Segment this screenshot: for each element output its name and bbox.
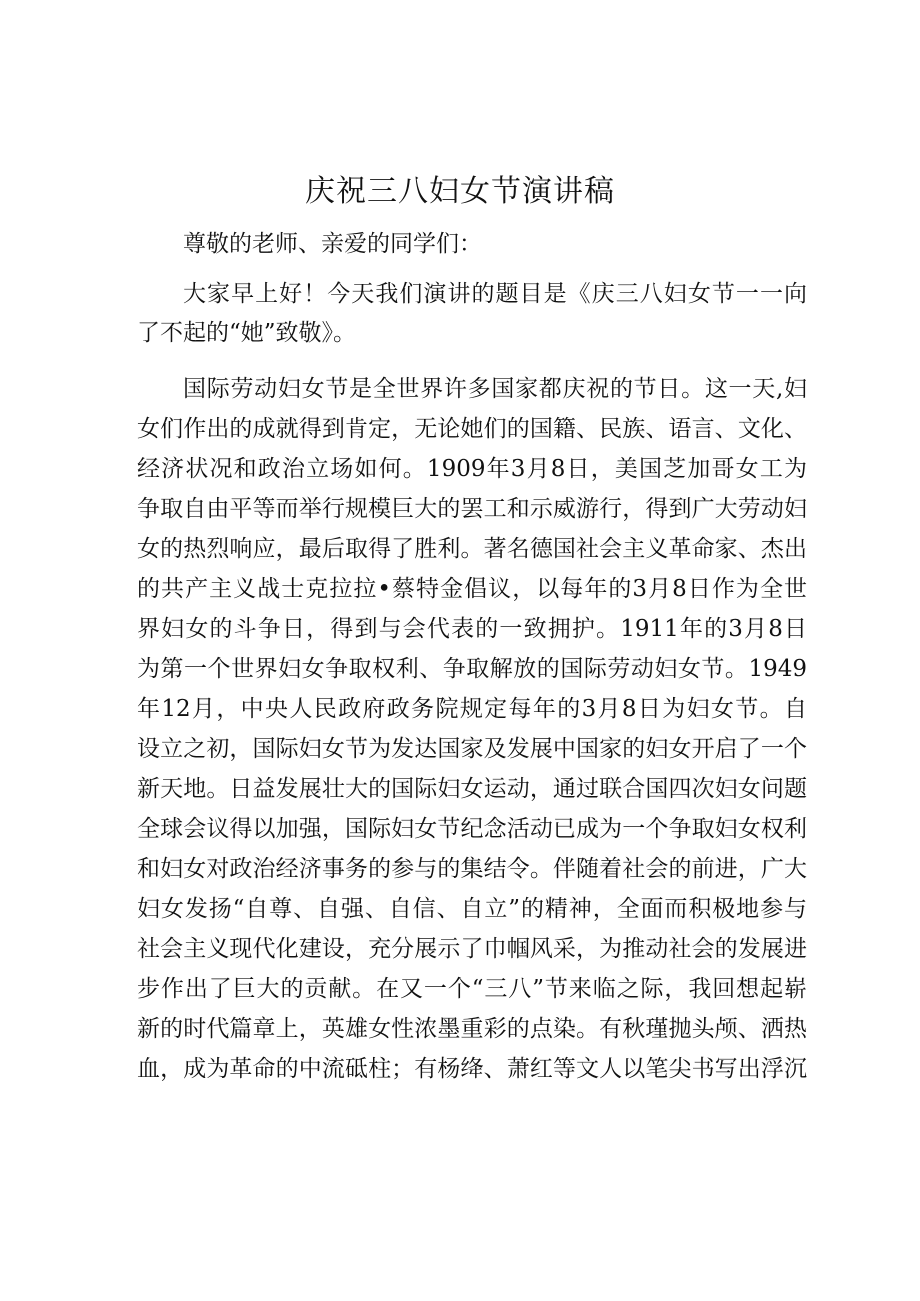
document-title: 庆祝三八妇女节演讲稿 — [305, 174, 615, 209]
body-line: 国际劳动妇女节是全世界许多国家都庆祝的节日。这一天,妇 — [183, 376, 807, 402]
body-line: 设立之初，国际妇女节为发达国家及发展中国家的妇女开启了一个 — [137, 736, 807, 762]
body-line: 年12月，中央人民政府政务院规定每年的3月8日为妇女节。自 — [137, 696, 807, 722]
body-line: 界妇女的斗争日，得到与会代表的一致拥护。1911年的3月8日 — [137, 616, 807, 642]
intro-line: 大家早上好！今天我们演讲的题目是《庆三八妇女节一一向 — [183, 281, 807, 307]
body-line: 全球会议得以加强，国际妇女节纪念活动已成为一个争取妇女权利 — [137, 816, 807, 842]
body-line: 的共产主义战士克拉拉•蔡特金倡议，以每年的3月8日作为全世 — [137, 576, 807, 602]
body-line: 争取自由平等而举行规模巨大的罢工和示威游行，得到广大劳动妇 — [137, 496, 807, 522]
body-line: 新的时代篇章上，英雄女性浓墨重彩的点染。有秋瑾抛头颅、洒热 — [137, 1016, 807, 1042]
salutation: 尊敬的老师、亲爱的同学们： — [183, 231, 482, 257]
body-line: 步作出了巨大的贡献。在又一个“三八”节来临之际，我回想起崭 — [137, 976, 807, 1002]
body-line: 血，成为革命的中流砥柱；有杨绛、萧红等文人以笔尖书写出浮沉 — [137, 1056, 807, 1082]
body-line: 女的热烈响应，最后取得了胜利。著名德国社会主义革命家、杰出 — [137, 536, 807, 562]
body-line: 妇女发扬“自尊、自强、自信、自立”的精神，全面而积极地参与 — [137, 896, 807, 922]
body-line: 社会主义现代化建设，充分展示了巾帼风采，为推动社会的发展进 — [137, 936, 807, 962]
body-line: 经济状况和政治立场如何。1909年3月8日，美国芝加哥女工为 — [137, 456, 807, 482]
body-line: 新天地。日益发展壮大的国际妇女运动，通过联合国四次妇女问题 — [137, 776, 807, 802]
body-line: 和妇女对政治经济事务的参与的集结令。伴随着社会的前进，广大 — [137, 856, 807, 882]
intro-line: 了不起的“她”致敬》。 — [137, 320, 357, 346]
body-line: 女们作出的成就得到肯定，无论她们的国籍、民族、语言、文化、 — [137, 416, 807, 442]
body-line: 为第一个世界妇女争取权利、争取解放的国际劳动妇女节。1949 — [137, 656, 807, 682]
